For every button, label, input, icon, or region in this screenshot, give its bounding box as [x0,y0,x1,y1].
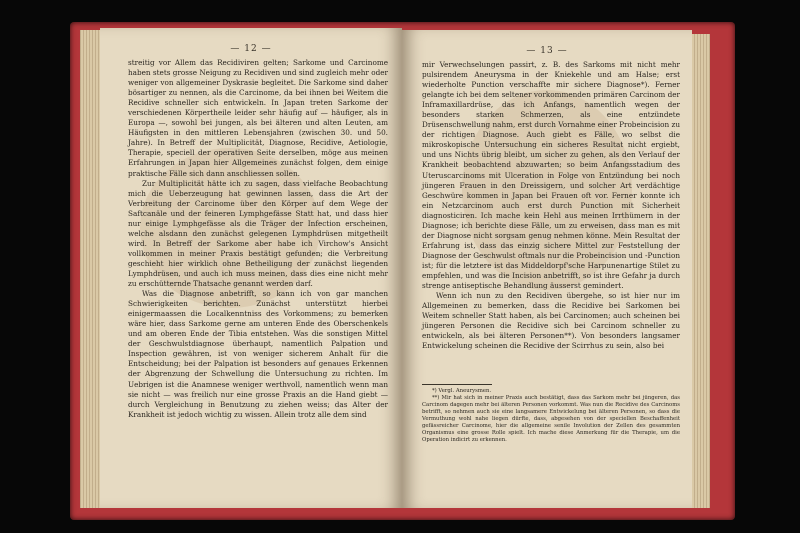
page-edges-left [80,30,102,508]
footnote: *) Vergl. Aneurysmen. [432,388,492,394]
page-number-left: — 12 — [230,44,272,54]
paragraph: streitig vor Allem das Recidiviren gelten; Sarkome und Carcinome haben stets grosse Neigung zu Recidiven und sind zugleich mehr oder weniger von allgemeiner Dyskrasie begleitet. Die Sarkome sind daher bösartiger zu nennen, als die Carcinome, da bei ihnen bei Weitem die Recidive schneller sich entwickeln. In Japan treten Sarkome der verschiedenen Körpertheile leider sehr häufig auf — häufiger, als in Europa —, sowohl bei jungen, als bei älteren und alten Leuten, am Häufigsten in den mittleren Lebensjahren (zwischen 30. und 50. Jahre). In Betreff der Multiplicität, Diagnose, Recidive, Aetiologie, Therapie, speciell der operativen Seite derselben, möge aus meinen Erfahrungen in Japan hier Allgemeines zunächst folgen, dem einige praktische Fälle sich dann anschliessen sollen. [128,58,388,178]
left-page-text [128,58,388,420]
paragraph: mir Verwechselungen passirt, z. B. des Sarkoms mit nicht mehr pulsirendem Aneurysma in der Kniekehle und am Halse; erst wiederholte Punction verschaffte mir sichere Diagnose*). Ferner gelangte ich bei dem seltener vorkommenden primären Carcinom der Inframaxillardrüse, das ich Anfangs, namentlich wegen der besonders starken Schmerzen, als eine entzündete Drüsenschwellung nahm, erst durch Vornahme einer Probeincision zu der richtigen Diagnose. Auch giebt es Fälle, wo selbst die mikroskopische Untersuchung ein sicheres Resultat nicht ergiebt, und uns Nichts übrig bleibt, um sicher zu gehen, als den Verlauf der Krankheit beobachtend abzuwarten; so beim Anfangsstadium des Uteruscarcinoms mit Ulceration in Folge von Entzündung bei noch jüngeren Frauen in den Dreissigern, und solcher Art verdächtige Geschwüre kommen in Japan bei Frauen oft vor. Ferner konnte ich ein Netzcarcinom auch erst durch Punction mit Sicherheit diagnosticiren. Ich mache kein Hehl aus meinen Irrthümern in der Diagnose; ich berichte diese Fälle, um zu erweisen, dass man es mit der Diagnose nicht sorgsam genug nehmen könne. Mein Resultat der Erfahrung ist, dass das einzig sichere Mittel zur Feststellung der Diagnose der Geschwulst oftmals nur die Probeincision und -Punction ist; für die letztere ist das Middeldorpf'sche Harpunenartige Stilet zu empfehlen, und was die Incision anbetrifft, so ist ihre Gefahr ja durch strenge antiseptische Behandlung äusserst gemindert. [422,60,680,291]
paragraph: Zur Multiplicität hätte ich zu sagen, dass vielfache Beobachtung mich die Ueberzeugung hat gewinnen lassen, dass die Art der Verbreitung der Carcinome über den Körper auf dem Wege der Saftcanäle und der feineren Lymphgefässe Statt hat, und dass hier nur einige Lymphgefässe als die Träger der Infection erscheinen, welche alsdann den zunächst gelegenen Lymphdrüsen mitgetheilt wird. In Betreff der Sarkome aber habe ich Virchow's Ansicht vollkommen in meiner Praxis bestätigt gefunden; die Verbreitung geschieht hier wirklich ohne Betheiligung der zunächst liegenden Lymphdrüsen, und auch ich muss meinen, dass dies eine nicht mehr zu erschütternde Thatsache genannt werden darf. [128,178,388,289]
paragraph: Wenn ich nun zu den Recidiven übergehe, so ist hier nur im Allgemeinen zu bemerken, dass die Recidive bei Sarkomen bei Weitem schneller Statt haben, als bei Carcinomen; auch scheinen bei jüngeren Personen die Recidive sich bei Carcinom schneller zu entwickeln, als bei älteren Personen**). Von besonders langsamer Entwickelung scheinen die Recidive der Scirrhus zu sein, also bei [422,291,680,351]
right-page-text [422,60,680,351]
left-page [100,28,402,508]
footnotes [422,388,680,444]
right-page [402,30,692,508]
footnote-rule [422,384,492,385]
page-number-right: — 13 — [526,46,568,56]
paragraph: Was die Diagnose anbetrifft, so kann ich von gar manchen Schwierigkeiten berichten. Zunächst unterstützt hierbei einigermaassen die Localkenntniss des Vorkommens; zu bemerken wäre hier, dass Sarkome gerne am unteren Ende des Oberschenkels und am oberen Ende der Tibia entstehen. Was die sonstigen Mittel der Geschwulstdiagnose überhaupt, namentlich Palpation und Inspection gewähren, ist von weniger sicherem Anhalt für die Entscheidung; bei der Palpation ist besonders auf genaues Erkennen der Abgrenzung der Schwellung die Untersuchung zu richten. Im Uebrigen ist die Anamnese weniger werthvoll, namentlich wenn man sie nicht — was freilich nur eine grosse Praxis an die Hand giebt — durch Vergleichung in Benutzung zu ziehen weiss; das Alter der Krankheit ist jedoch wichtig zu wissen. Allein trotz alle dem sind [128,289,388,419]
footnote: **) Mir hat sich in meiner Praxis auch bestätigt, dass das Sarkom mehr bei jüngeren, das Carcinom dagegen mehr bei älteren Personen vorkommt. Was nun die Recidive des Carcinoms betrifft, so nehmen auch sie eine langsamere Entwickelung bei älteren Personen, so dass die Vermuthung wohl nahe liegen dürfte, dass, abgesehen von der speciellen Beschaffenheit gefässreicher Carcinome, hier die allgemeine senile Involution der Zellen des gesammten Organismus eine grosse Rolle spielt. Ich mache diese Anmerkung für die Therapie, um die Operation indicirt zu erkennen. [422,395,680,443]
